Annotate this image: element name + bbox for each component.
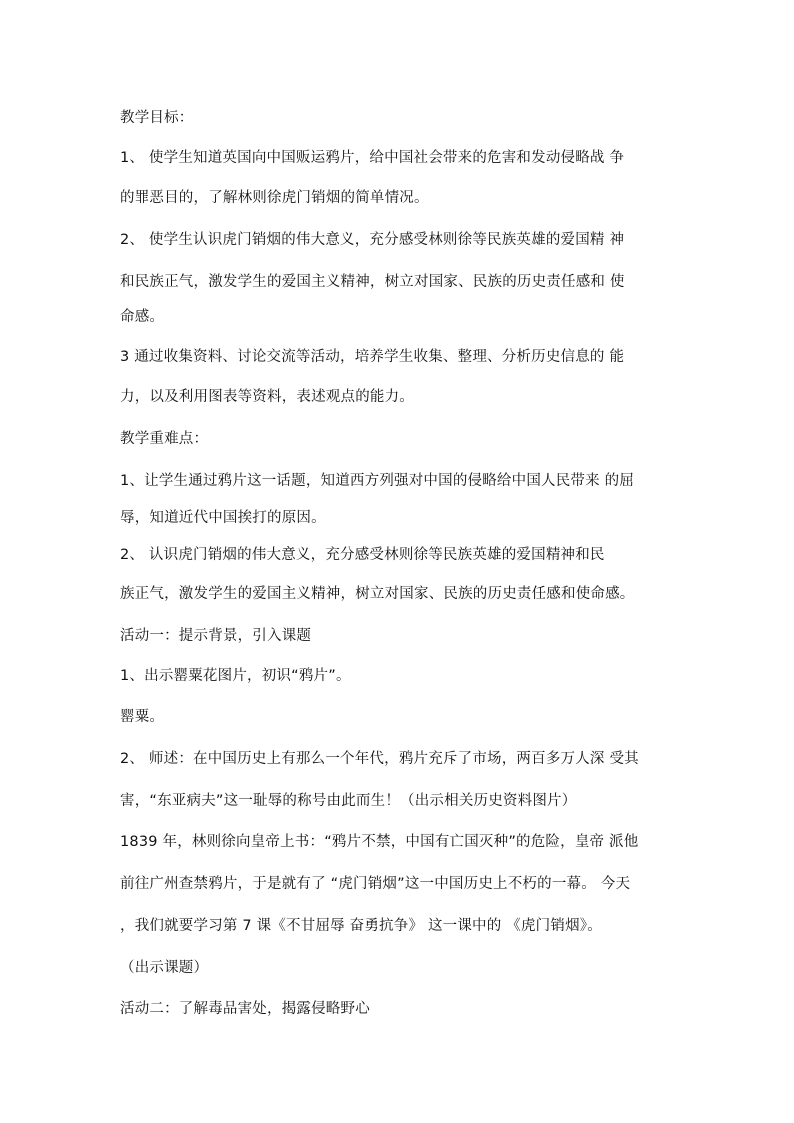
- activity-1-poppy: 罂粟。: [120, 709, 165, 725]
- narrative-line-2: 前往广州查禁鸦片，于是就有了 “虎门销烟”这一中国历史上不朽的一幕。 今天: [120, 876, 631, 892]
- narrative-line-3: ，我们就要学习第 7 课《不甘屈辱 奋勇抗争》 这一课中的 《虎门销烟》。: [120, 918, 602, 934]
- activity-1-item-2-line-1: 2、 师述：在中国历史上有那么一个年代，鸦片充斥了市场，两百多万人深 受其: [120, 751, 639, 767]
- goal-2-line-3: 命感。: [120, 309, 165, 325]
- heading-activity-2: 活动二：了解毒品害处，揭露侵略野心: [120, 1001, 370, 1017]
- difficulty-2-line-1: 2、 认识虎门销烟的伟大意义，充分感受林则徐等民族英雄的爱国精神和民: [120, 547, 605, 563]
- goal-1-line-1: 1、 使学生知道英国向中国贩运鸦片，给中国社会带来的危害和发动侵略战 争: [120, 150, 625, 166]
- difficulty-1-line-2: 辱，知道近代中国挨打的原因。: [120, 510, 326, 526]
- activity-1-item-1: 1、出示罂粟花图片，初识“鸦片”。: [120, 668, 351, 684]
- heading-teaching-goals: 教学目标：: [120, 110, 194, 126]
- goal-1-line-2: 的罪恶目的，了解林则徐虎门销烟的简单情况。: [120, 190, 429, 206]
- narrative-line-1: 1839 年，林则徐向皇帝上书：“鸦片不禁，中国有亡国灭种”的危险，皇帝 派他: [120, 834, 639, 850]
- goal-3-line-1: 3 通过收集资料、讨论交流等活动，培养学生收集、整理、分析历史信息的 能: [120, 349, 625, 365]
- heading-key-difficulties: 教学重难点：: [120, 431, 209, 447]
- goal-2-line-1: 2、 使学生认识虎门销烟的伟大意义，充分感受林则徐等民族英雄的爱国精 神: [120, 232, 625, 248]
- goal-3-line-2: 力，以及利用图表等资料，表述观点的能力。: [120, 389, 414, 405]
- difficulty-2-line-2: 族正气，激发学生的爱国主义精神，树立对国家、民族的历史责任感和使命感。: [120, 586, 635, 602]
- goal-2-line-2: 和民族正气，激发学生的爱国主义精神，树立对国家、民族的历史责任感和 使: [120, 274, 625, 290]
- activity-1-item-2-line-2: 害，“东亚病夫”这一耻辱的称号由此而生！（出示相关历史资料图片）: [120, 793, 577, 809]
- show-title-note: （出示课题）: [120, 960, 209, 976]
- heading-activity-1: 活动一：提示背景，引入课题: [120, 628, 312, 644]
- difficulty-1-line-1: 1、让学生通过鸦片这一话题，知道西方列强对中国的侵略给中国人民带来 的屈: [120, 473, 635, 489]
